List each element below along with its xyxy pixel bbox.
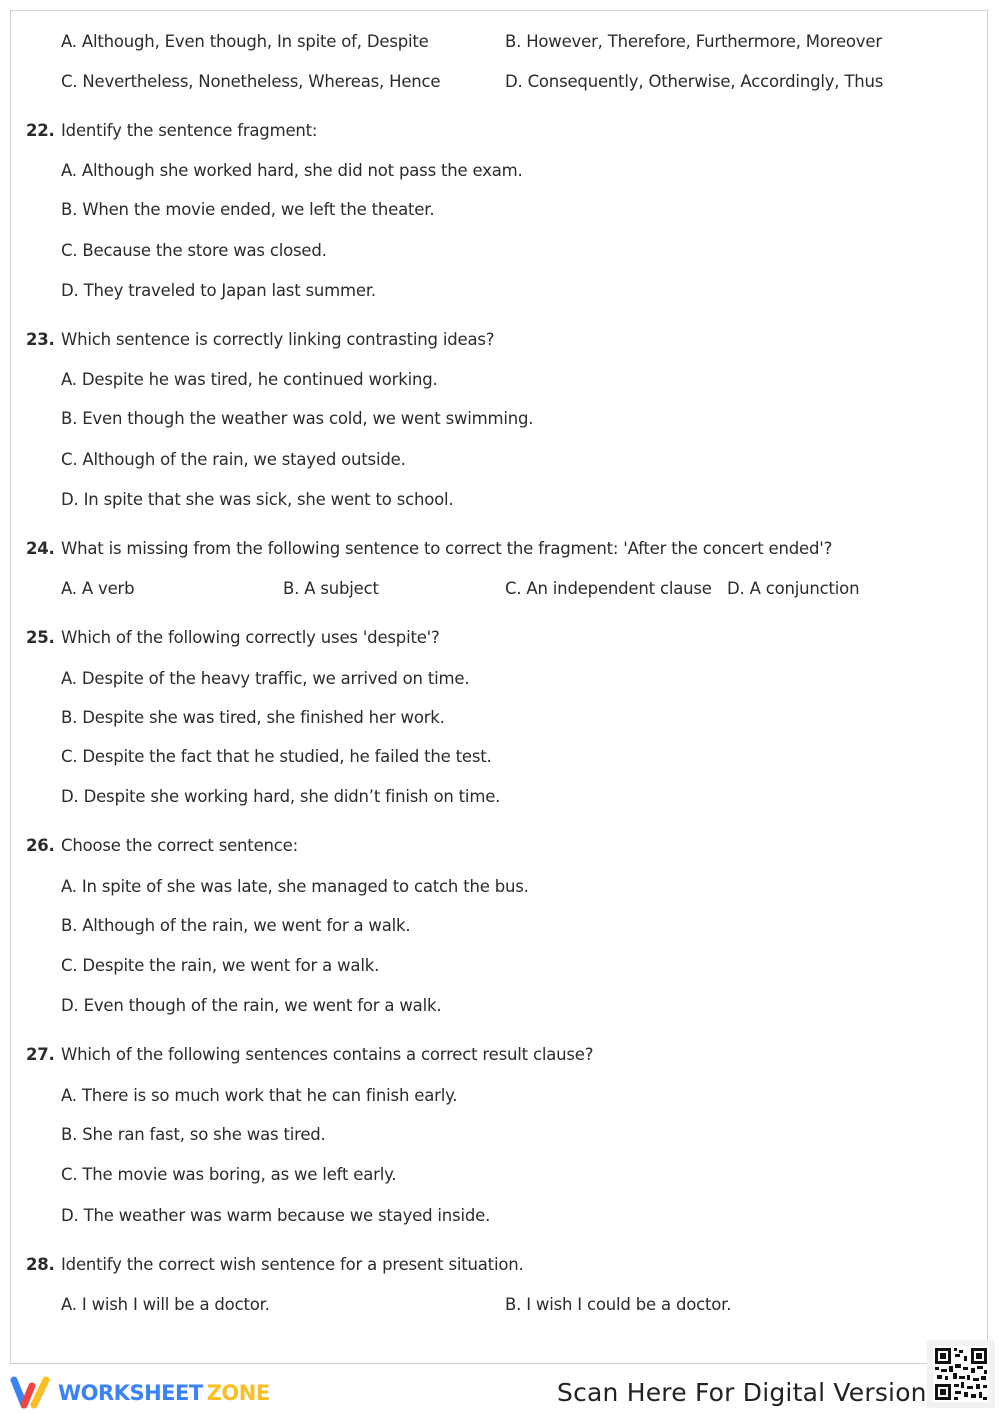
question-text: Which of the following correctly uses 'despite'? <box>61 628 440 647</box>
question-number: 23. <box>26 330 55 349</box>
question-text: Which sentence is correctly linking contrasting ideas? <box>61 330 495 349</box>
question-28 <box>26 1255 524 1275</box>
q25-option-a: A. Despite of the heavy traffic, we arrived on time. <box>61 669 470 688</box>
question-text: Choose the correct sentence: <box>61 836 298 855</box>
q27-option-b: B. She ran fast, so she was tired. <box>61 1125 326 1144</box>
logo-word-zone: ZONE <box>206 1381 270 1405</box>
q23-option-c: C. Although of the rain, we stayed outside. <box>61 450 406 469</box>
logo-mark-icon <box>10 1376 52 1410</box>
q24-option-c: C. An independent clause <box>505 579 712 598</box>
q21-option-a: A. Although, Even though, In spite of, Despite <box>61 32 429 51</box>
question-25 <box>26 628 440 648</box>
question-text: What is missing from the following sentence to correct the fragment: 'After the concert ended'? <box>61 539 833 558</box>
question-text: Identify the sentence fragment: <box>61 121 318 140</box>
qr-code-icon[interactable] <box>927 1340 995 1408</box>
q21-option-b: B. However, Therefore, Furthermore, Moreover <box>505 32 882 51</box>
question-number: 28. <box>26 1255 55 1274</box>
q27-option-a: A. There is so much work that he can finish early. <box>61 1086 458 1105</box>
question-number: 27. <box>26 1045 55 1064</box>
q25-option-c: C. Despite the fact that he studied, he failed the test. <box>61 747 492 766</box>
question-number: 24. <box>26 539 55 558</box>
question-text: Identify the correct wish sentence for a present situation. <box>61 1255 524 1274</box>
q21-option-c: C. Nevertheless, Nonetheless, Whereas, Hence <box>61 72 441 91</box>
q23-option-a: A. Despite he was tired, he continued working. <box>61 370 438 389</box>
question-number: 26. <box>26 836 55 855</box>
logo-text <box>58 1381 270 1405</box>
q25-option-d: D. Despite she working hard, she didn’t finish on time. <box>61 787 501 806</box>
question-22 <box>26 121 317 141</box>
q26-option-d: D. Even though of the rain, we went for a walk. <box>61 996 442 1015</box>
q26-option-a: A. In spite of she was late, she managed to catch the bus. <box>61 877 529 896</box>
question-26 <box>26 836 298 856</box>
q24-option-b: B. A subject <box>283 579 379 598</box>
q27-option-d: D. The weather was warm because we stayed inside. <box>61 1206 491 1225</box>
question-23 <box>26 330 494 350</box>
question-number: 22. <box>26 121 55 140</box>
q25-option-b: B. Despite she was tired, she finished her work. <box>61 708 445 727</box>
q22-option-d: D. They traveled to Japan last summer. <box>61 281 376 300</box>
q26-option-b: B. Although of the rain, we went for a walk. <box>61 916 411 935</box>
question-number: 25. <box>26 628 55 647</box>
q22-option-a: A. Although she worked hard, she did not pass the exam. <box>61 161 523 180</box>
q22-option-b: B. When the movie ended, we left the theater. <box>61 200 435 219</box>
question-text: Which of the following sentences contains a correct result clause? <box>61 1045 594 1064</box>
q26-option-c: C. Despite the rain, we went for a walk. <box>61 956 380 975</box>
q24-option-d: D. A conjunction <box>727 579 860 598</box>
scan-text: Scan Here For Digital Version <box>557 1378 927 1407</box>
q22-option-c: C. Because the store was closed. <box>61 241 327 260</box>
q28-option-b: B. I wish I could be a doctor. <box>505 1295 732 1314</box>
worksheetzone-logo[interactable] <box>10 1376 270 1410</box>
q24-option-a: A. A verb <box>61 579 135 598</box>
question-27 <box>26 1045 593 1065</box>
question-24 <box>26 539 832 559</box>
q23-option-b: B. Even though the weather was cold, we went swimming. <box>61 409 534 428</box>
q23-option-d: D. In spite that she was sick, she went to school. <box>61 490 454 509</box>
q21-option-d: D. Consequently, Otherwise, Accordingly, Thus <box>505 72 884 91</box>
q27-option-c: C. The movie was boring, as we left early. <box>61 1165 397 1184</box>
q28-option-a: A. I wish I will be a doctor. <box>61 1295 270 1314</box>
logo-word-worksheet: WORKSHEET <box>58 1381 203 1405</box>
